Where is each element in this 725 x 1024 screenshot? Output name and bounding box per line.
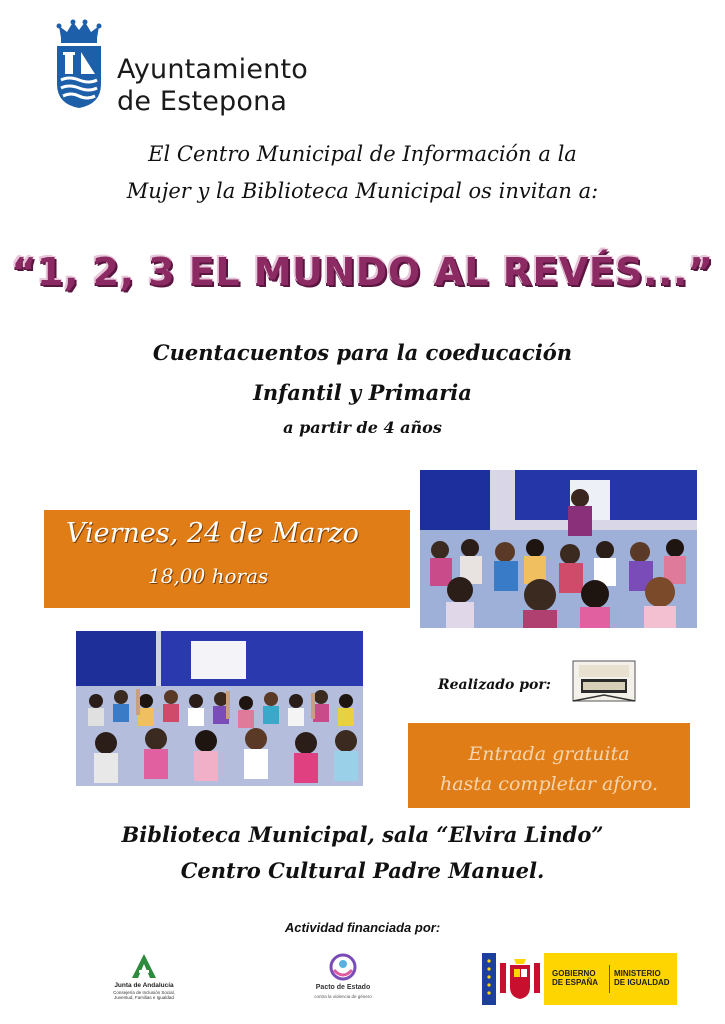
pacto-estado-logo bbox=[308, 952, 378, 1004]
invitation-intro bbox=[40, 136, 685, 210]
event-date: Viernes, 24 de Marzo bbox=[66, 518, 359, 549]
storytelling-photo-bottom bbox=[76, 631, 363, 786]
cuentapies-logo-icon bbox=[569, 655, 639, 707]
intro-line1: El Centro Municipal de Información a la bbox=[148, 142, 577, 166]
eu-flag-area bbox=[482, 953, 544, 1005]
gobierno-ministerio-logo bbox=[482, 953, 677, 1005]
pacto-name: Pacto de Estado bbox=[315, 984, 371, 991]
logo-text-line2: de Estepona bbox=[117, 86, 288, 117]
entry-line2: hasta completar aforo. bbox=[439, 773, 658, 795]
free-entry-box bbox=[408, 723, 690, 808]
spain-coat-of-arms-icon bbox=[482, 953, 544, 1005]
junta-andalucia-icon bbox=[130, 952, 158, 980]
ministerio-text bbox=[614, 969, 670, 987]
event-title: “1, 2, 3 EL MUNDO AL REVÉS...” bbox=[11, 250, 714, 294]
date-box bbox=[44, 510, 410, 608]
pacto-subtitle: contra la violencia de género bbox=[314, 994, 372, 999]
junta-name: Junta de Andalucía bbox=[114, 982, 174, 989]
storytelling-photo-top bbox=[420, 470, 697, 628]
event-time: 18,00 horas bbox=[148, 564, 269, 588]
junta-subtitle: Consejería de Inclusión Social, Juventud, Familias e Igualdad bbox=[113, 990, 175, 1000]
entry-line1: Entrada gratuita bbox=[468, 743, 630, 765]
pacto-estado-icon bbox=[328, 952, 358, 982]
event-subtitle-line1: Cuentacuentos para la coeducación bbox=[152, 340, 573, 365]
made-by-label: Realizado por: bbox=[438, 677, 551, 693]
gobierno-text bbox=[552, 969, 598, 987]
funding-label: Actividad financiada por: bbox=[284, 920, 441, 935]
estepona-crest-icon bbox=[55, 18, 103, 110]
event-subtitle-line2: Infantil y Primaria bbox=[253, 380, 472, 405]
junta-andalucia-logo bbox=[108, 952, 180, 1004]
venue-line1: Biblioteca Municipal, sala “Elvira Lindo” bbox=[121, 822, 604, 847]
ayuntamiento-logo bbox=[55, 18, 309, 117]
intro-line2: Mujer y la Biblioteca Municipal os invitan a: bbox=[126, 179, 599, 203]
ministerio-line: MINISTERIO DE IGUALDAD bbox=[614, 969, 670, 987]
logo-text-line1: Ayuntamiento bbox=[117, 54, 309, 85]
gobierno-line: GOBIERNO DE ESPAÑA bbox=[552, 969, 599, 987]
event-age: a partir de 4 años bbox=[283, 418, 442, 437]
divider bbox=[609, 965, 610, 993]
venue-line2: Centro Cultural Padre Manuel. bbox=[180, 858, 545, 883]
